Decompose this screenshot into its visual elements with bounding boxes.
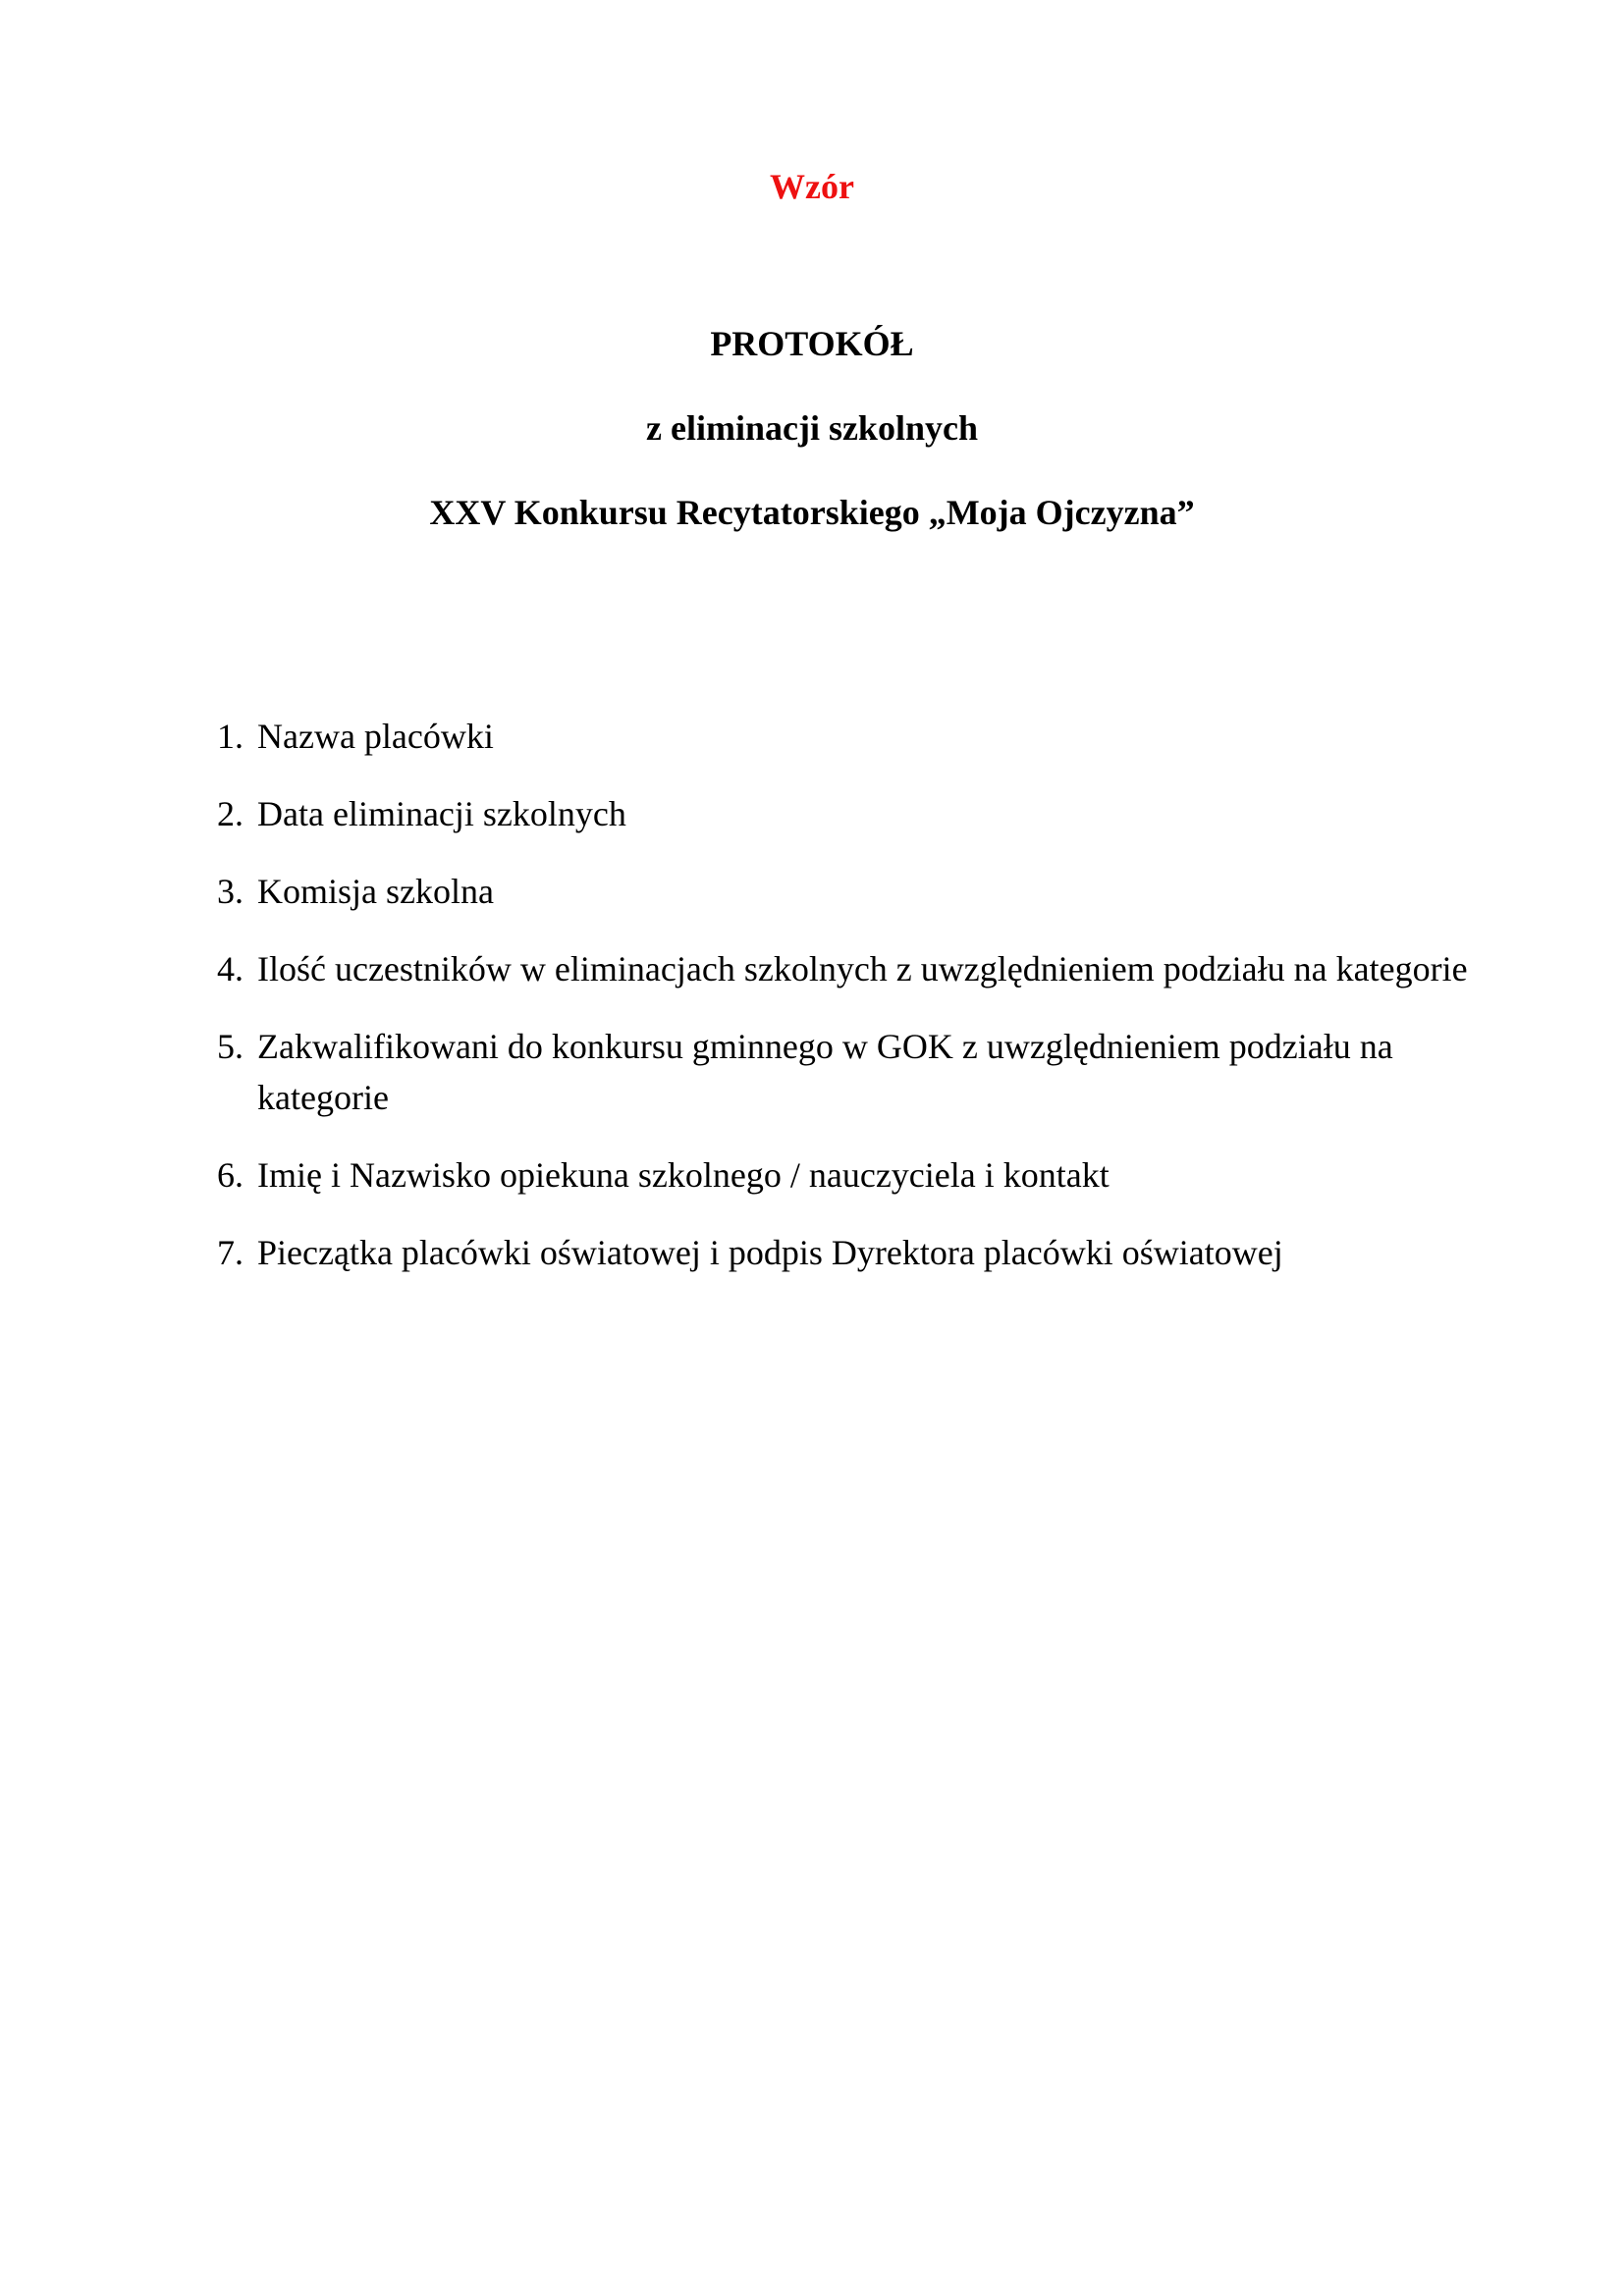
- title-line-1: PROTOKÓŁ: [710, 324, 914, 363]
- list-item-text: Nazwa placówki: [257, 717, 494, 756]
- list-item: [192, 1227, 1469, 1278]
- list-item: [192, 943, 1469, 994]
- list-item: [192, 788, 1469, 839]
- title-line-3: XXV Konkursu Recytatorskiego „Moja Ojczyzna”: [429, 493, 1195, 532]
- template-label: Wzór: [770, 167, 854, 206]
- document-title: [0, 322, 1624, 575]
- list-item-number: 1.: [217, 717, 244, 756]
- list-item-text: Data eliminacji szkolnych: [257, 794, 626, 833]
- protocol-items-list: [192, 711, 1469, 1305]
- list-item-number: 3.: [217, 872, 244, 911]
- list-item: [192, 711, 1469, 762]
- list-item-number: 5.: [217, 1027, 244, 1066]
- list-item-number: 7.: [217, 1233, 244, 1272]
- list-item-text: Zakwalifikowani do konkursu gminnego w GOK z uwzględnieniem podziału na kategorie: [257, 1027, 1393, 1117]
- list-item: [192, 866, 1469, 917]
- list-item: [192, 1149, 1469, 1201]
- list-item-text: Ilość uczestników w eliminacjach szkolnych z uwzględnieniem podziału na kategorie: [257, 949, 1468, 988]
- list-item-number: 6.: [217, 1155, 244, 1195]
- list-item-number: 4.: [217, 949, 244, 988]
- list-item: [192, 1021, 1469, 1123]
- list-item-text: Pieczątka placówki oświatowej i podpis Dyrektora placówki oświatowej: [257, 1233, 1283, 1272]
- title-line-2: z eliminacji szkolnych: [646, 408, 978, 448]
- list-item-text: Komisja szkolna: [257, 872, 494, 911]
- list-item-text: Imię i Nazwisko opiekuna szkolnego / nauczyciela i kontakt: [257, 1155, 1110, 1195]
- list-item-number: 2.: [217, 794, 244, 833]
